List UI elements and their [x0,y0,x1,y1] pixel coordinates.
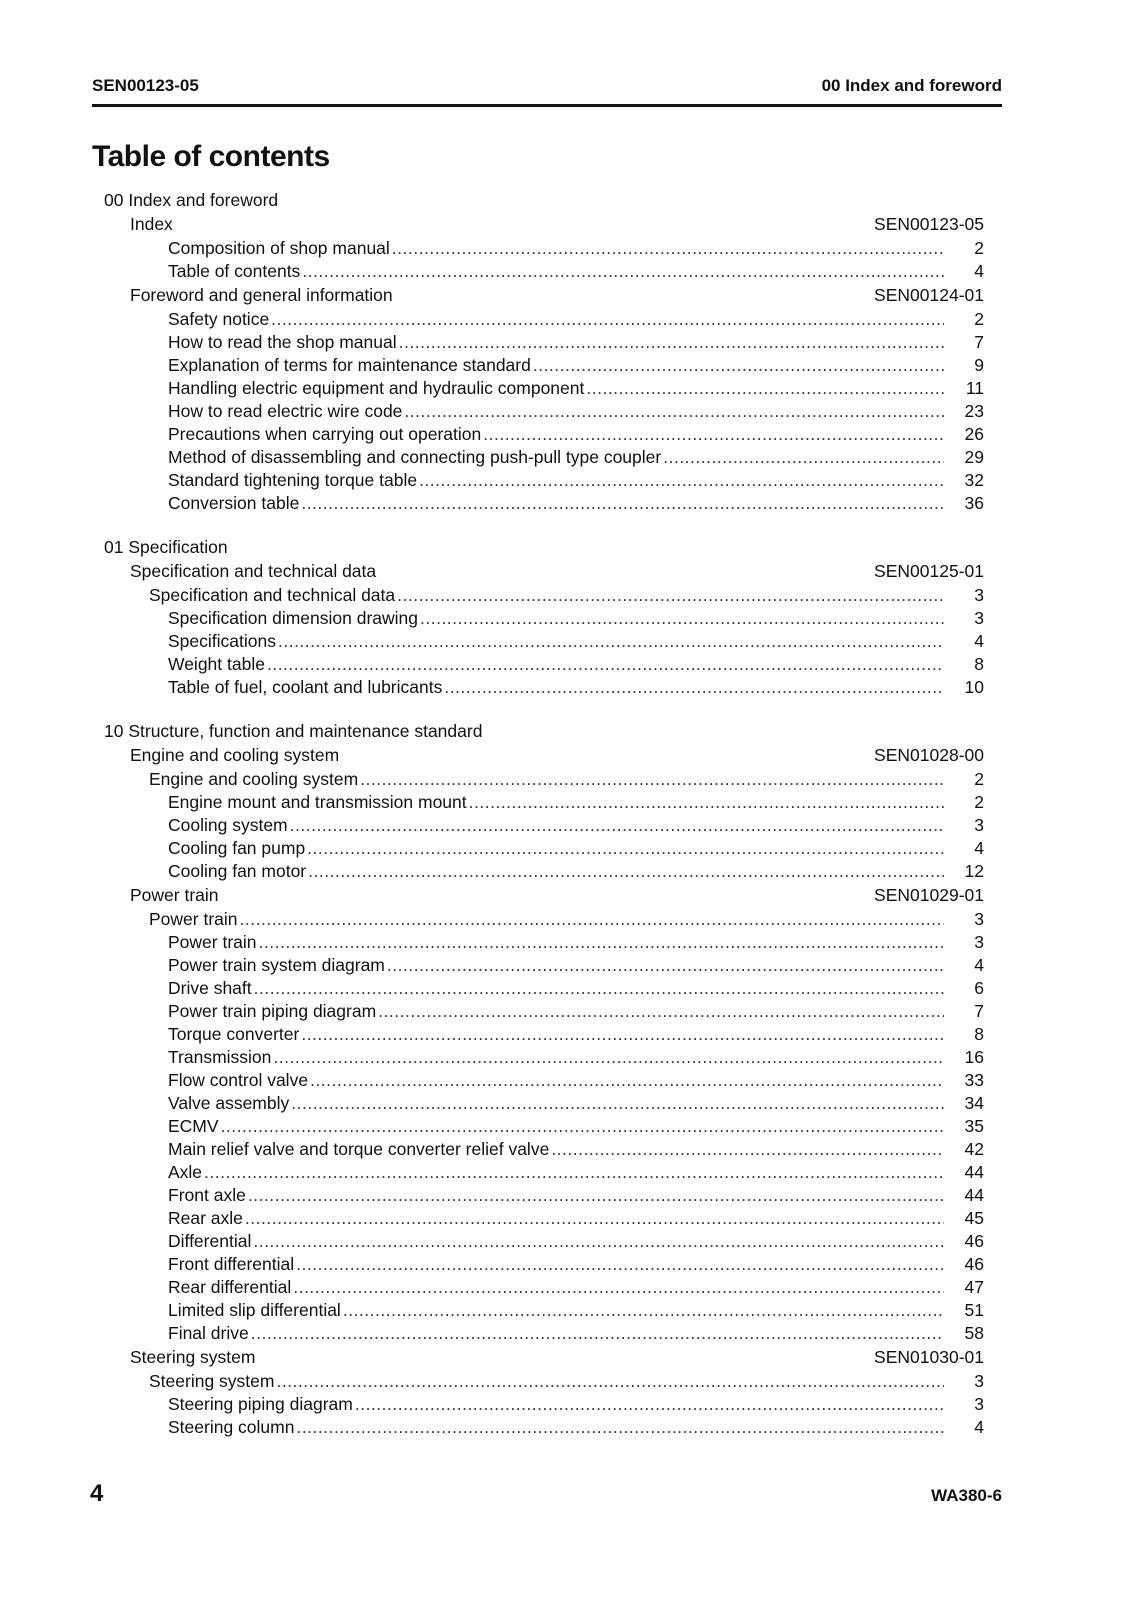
dot-leader [248,1184,944,1207]
dot-leader [355,1393,944,1416]
dot-leader [551,1138,944,1161]
toc-entry[interactable] [92,1207,984,1230]
entry-title: Engine and cooling system [149,769,359,789]
toc-entry[interactable] [92,260,984,283]
entry-page: 4 [974,261,984,281]
dot-leader [296,1253,944,1276]
entry-page: 8 [974,654,984,674]
entry-title: Power train piping diagram [168,1001,377,1021]
toc-entry[interactable] [92,1161,984,1184]
dot-leader [296,1416,944,1439]
toc-entry[interactable] [92,837,984,860]
entry-page: 16 [964,1047,984,1067]
toc-entry[interactable] [92,860,984,883]
dot-leader [290,814,944,837]
entry-page: 11 [965,378,984,398]
entry-page: 2 [974,309,984,329]
entry-page: 3 [974,1371,984,1391]
entry-title: Steering column [168,1417,295,1437]
entry-title: Composition of shop manual [168,238,390,258]
dot-leader [483,423,944,446]
entry-page: 3 [974,585,984,605]
section-label: Power train [130,885,219,905]
toc-entry[interactable] [92,354,984,377]
toc-entry[interactable] [92,400,984,423]
entry-page: 3 [974,1394,984,1414]
entry-page: 4 [974,955,984,975]
section-heading [92,212,984,237]
table-of-contents [92,188,984,1439]
entry-title: Power train [168,932,257,952]
toc-entry[interactable] [92,1092,984,1115]
entry-page: 34 [964,1093,984,1113]
section-label: Engine and cooling system [130,745,340,765]
toc-entry[interactable] [92,1069,984,1092]
dot-leader [307,837,944,860]
toc-entry[interactable] [92,931,984,954]
entry-page: 9 [974,355,984,375]
dot-leader [276,1370,944,1393]
dot-leader [278,630,944,653]
entry-title: Front axle [168,1185,246,1205]
entry-page: 26 [964,424,984,444]
entry-title: Steering system [149,1371,275,1391]
entry-page: 35 [964,1116,984,1136]
dot-leader [419,469,944,492]
section-code: SEN01029-01 [874,885,984,905]
entry-page: 3 [974,932,984,952]
entry-page: 33 [964,1070,984,1090]
dot-leader [397,584,944,607]
toc-entry[interactable] [92,653,984,676]
entry-page: 47 [964,1277,984,1297]
entry-title: Cooling fan pump [168,838,306,858]
entry-title: Rear axle [168,1208,243,1228]
entry-page: 12 [964,861,984,881]
entry-page: 42 [964,1139,984,1159]
toc-entry[interactable] [92,423,984,446]
entry-title: Power train [149,909,238,929]
entry-title: Engine mount and transmission mount [168,792,467,812]
toc-entry[interactable] [92,676,984,699]
entry-page: 3 [974,815,984,835]
model-code: WA380-6 [931,1486,1002,1505]
entry-title: Cooling fan motor [168,861,307,881]
entry-title: Rear differential [168,1277,292,1297]
entry-page: 2 [974,792,984,812]
toc-entry[interactable] [92,331,984,354]
entry-page: 6 [974,978,984,998]
toc-entry[interactable] [92,1138,984,1161]
entry-title: Valve assembly [168,1093,290,1113]
dot-leader [221,1115,944,1138]
section-label: Steering system [130,1347,256,1367]
dot-leader [254,977,944,1000]
entry-title: Table of contents [168,261,301,281]
toc-entry[interactable] [92,1253,984,1276]
entry-title: How to read the shop manual [168,332,397,352]
entry-title: Final drive [168,1323,249,1343]
entry-title: ECMV [168,1116,219,1136]
dot-leader [204,1161,944,1184]
section-code: SEN00124-01 [874,285,984,305]
dot-leader [301,1023,944,1046]
entry-page: 10 [964,677,984,697]
entry-page: 7 [974,332,984,352]
entry-page: 44 [964,1162,984,1182]
chapter-heading: 01 Specification [104,537,228,557]
toc-entry[interactable] [92,1276,984,1299]
toc-entry[interactable] [92,768,984,791]
entry-title: Differential [168,1231,252,1251]
page-number: 4 [90,1480,104,1507]
toc-entry[interactable] [92,1115,984,1138]
toc-entry[interactable] [92,237,984,260]
dot-leader [533,354,944,377]
entry-page: 44 [964,1185,984,1205]
entry-page: 4 [974,838,984,858]
toc-entry[interactable] [92,954,984,977]
toc-entry[interactable] [92,1184,984,1207]
dot-leader [302,260,944,283]
toc-entry[interactable] [92,584,984,607]
section-code: SEN00125-01 [874,561,984,581]
entry-page: 4 [974,631,984,651]
toc-entry[interactable] [92,977,984,1000]
toc-entry[interactable] [92,1370,984,1393]
entry-title: Standard tightening torque table [168,470,418,490]
entry-page: 45 [964,1208,984,1228]
entry-title: How to read electric wire code [168,401,403,421]
entry-page: 51 [964,1300,984,1320]
dot-leader [392,237,944,260]
entry-title: Limited slip differential [168,1300,341,1320]
entry-title: Specification dimension drawing [168,608,418,628]
entry-title: Cooling system [168,815,288,835]
toc-entry[interactable] [92,908,984,931]
toc-entry[interactable] [92,377,984,400]
dot-leader [444,676,944,699]
entry-title: Drive shaft [168,978,252,998]
entry-page: 4 [974,1417,984,1437]
entry-title: Safety notice [168,309,270,329]
entry-title: Main relief valve and torque converter relief valve [168,1139,550,1159]
entry-title: Handling electric equipment and hydraulic component [168,378,585,398]
dot-leader [387,954,944,977]
dot-leader [273,1046,944,1069]
entry-page: 58 [964,1323,984,1343]
dot-leader [308,860,944,883]
header-rule [92,104,1002,107]
section-heading [92,1345,984,1370]
toc-entry[interactable] [92,446,984,469]
entry-title: Front differential [168,1254,295,1274]
toc-entry[interactable] [92,814,984,837]
entry-page: 23 [964,401,984,421]
entry-title: Explanation of terms for maintenance standard [168,355,531,375]
section-code: SEN00123-05 [874,214,984,234]
dot-leader [586,377,944,400]
dot-leader [399,331,944,354]
dot-leader [404,400,944,423]
header-section: 00 Index and foreword [821,76,1002,95]
section-label: Specification and technical data [130,561,377,581]
entry-title: Table of fuel, coolant and lubricants [168,677,443,697]
section-label: Foreword and general information [130,285,393,305]
dot-leader [420,607,944,630]
entry-title: Conversion table [168,493,300,513]
dot-leader [245,1207,944,1230]
section-code: SEN01028-00 [874,745,984,765]
toc-entry[interactable] [92,308,984,331]
toc-entry[interactable] [92,1393,984,1416]
section-label: Index [130,214,173,234]
dot-leader [291,1092,944,1115]
dot-leader [360,768,944,791]
entry-page: 2 [974,238,984,258]
toc-entry[interactable] [92,1000,984,1023]
dot-leader [253,1230,944,1253]
entry-title: Torque converter [168,1024,300,1044]
toc-entry[interactable] [92,607,984,630]
toc-entry[interactable] [92,492,984,515]
dot-leader [271,308,944,331]
entry-title: Steering piping diagram [168,1394,353,1414]
toc-entry[interactable] [92,1046,984,1069]
dot-leader [469,791,944,814]
dot-leader [343,1299,944,1322]
chapter-heading: 10 Structure, function and maintenance standard [104,721,483,741]
entry-title: Flow control valve [168,1070,309,1090]
toc-entry[interactable] [92,791,984,814]
entry-page: 46 [964,1254,984,1274]
toc-entry[interactable] [92,630,984,653]
dot-leader [267,653,944,676]
dot-leader [259,931,944,954]
toc-entry[interactable] [92,1416,984,1439]
section-heading [92,883,984,908]
dot-leader [378,1000,944,1023]
dot-leader [251,1322,944,1345]
toc-entry[interactable] [92,1322,984,1345]
entry-page: 46 [964,1231,984,1251]
dot-leader [240,908,944,931]
entry-title: Method of disassembling and connecting push-pull type coupler [168,447,662,467]
toc-entry[interactable] [92,1299,984,1322]
entry-page: 7 [974,1001,984,1021]
toc-entry[interactable] [92,469,984,492]
section-code: SEN01030-01 [874,1347,984,1367]
entry-page: 32 [964,470,984,490]
doc-code: SEN00123-05 [92,76,199,95]
dot-leader [663,446,944,469]
section-heading [92,743,984,768]
page-title: Table of contents [92,140,330,173]
dot-leader [310,1069,944,1092]
entry-page: 3 [974,909,984,929]
entry-title: Weight table [168,654,265,674]
toc-entry[interactable] [92,1230,984,1253]
entry-page: 3 [974,608,984,628]
entry-title: Precautions when carrying out operation [168,424,482,444]
entry-page: 2 [974,769,984,789]
dot-leader [293,1276,944,1299]
page-header [92,76,1002,98]
dot-leader [301,492,944,515]
entry-title: Specifications [168,631,276,651]
entry-title: Power train system diagram [168,955,385,975]
entry-page: 36 [964,493,984,513]
section-heading [92,559,984,584]
entry-page: 8 [974,1024,984,1044]
entry-title: Transmission [168,1047,272,1067]
entry-title: Axle [168,1162,203,1182]
toc-entry[interactable] [92,1023,984,1046]
section-heading [92,283,984,308]
entry-title: Specification and technical data [149,585,396,605]
entry-page: 29 [964,447,984,467]
chapter-heading: 00 Index and foreword [104,190,279,210]
